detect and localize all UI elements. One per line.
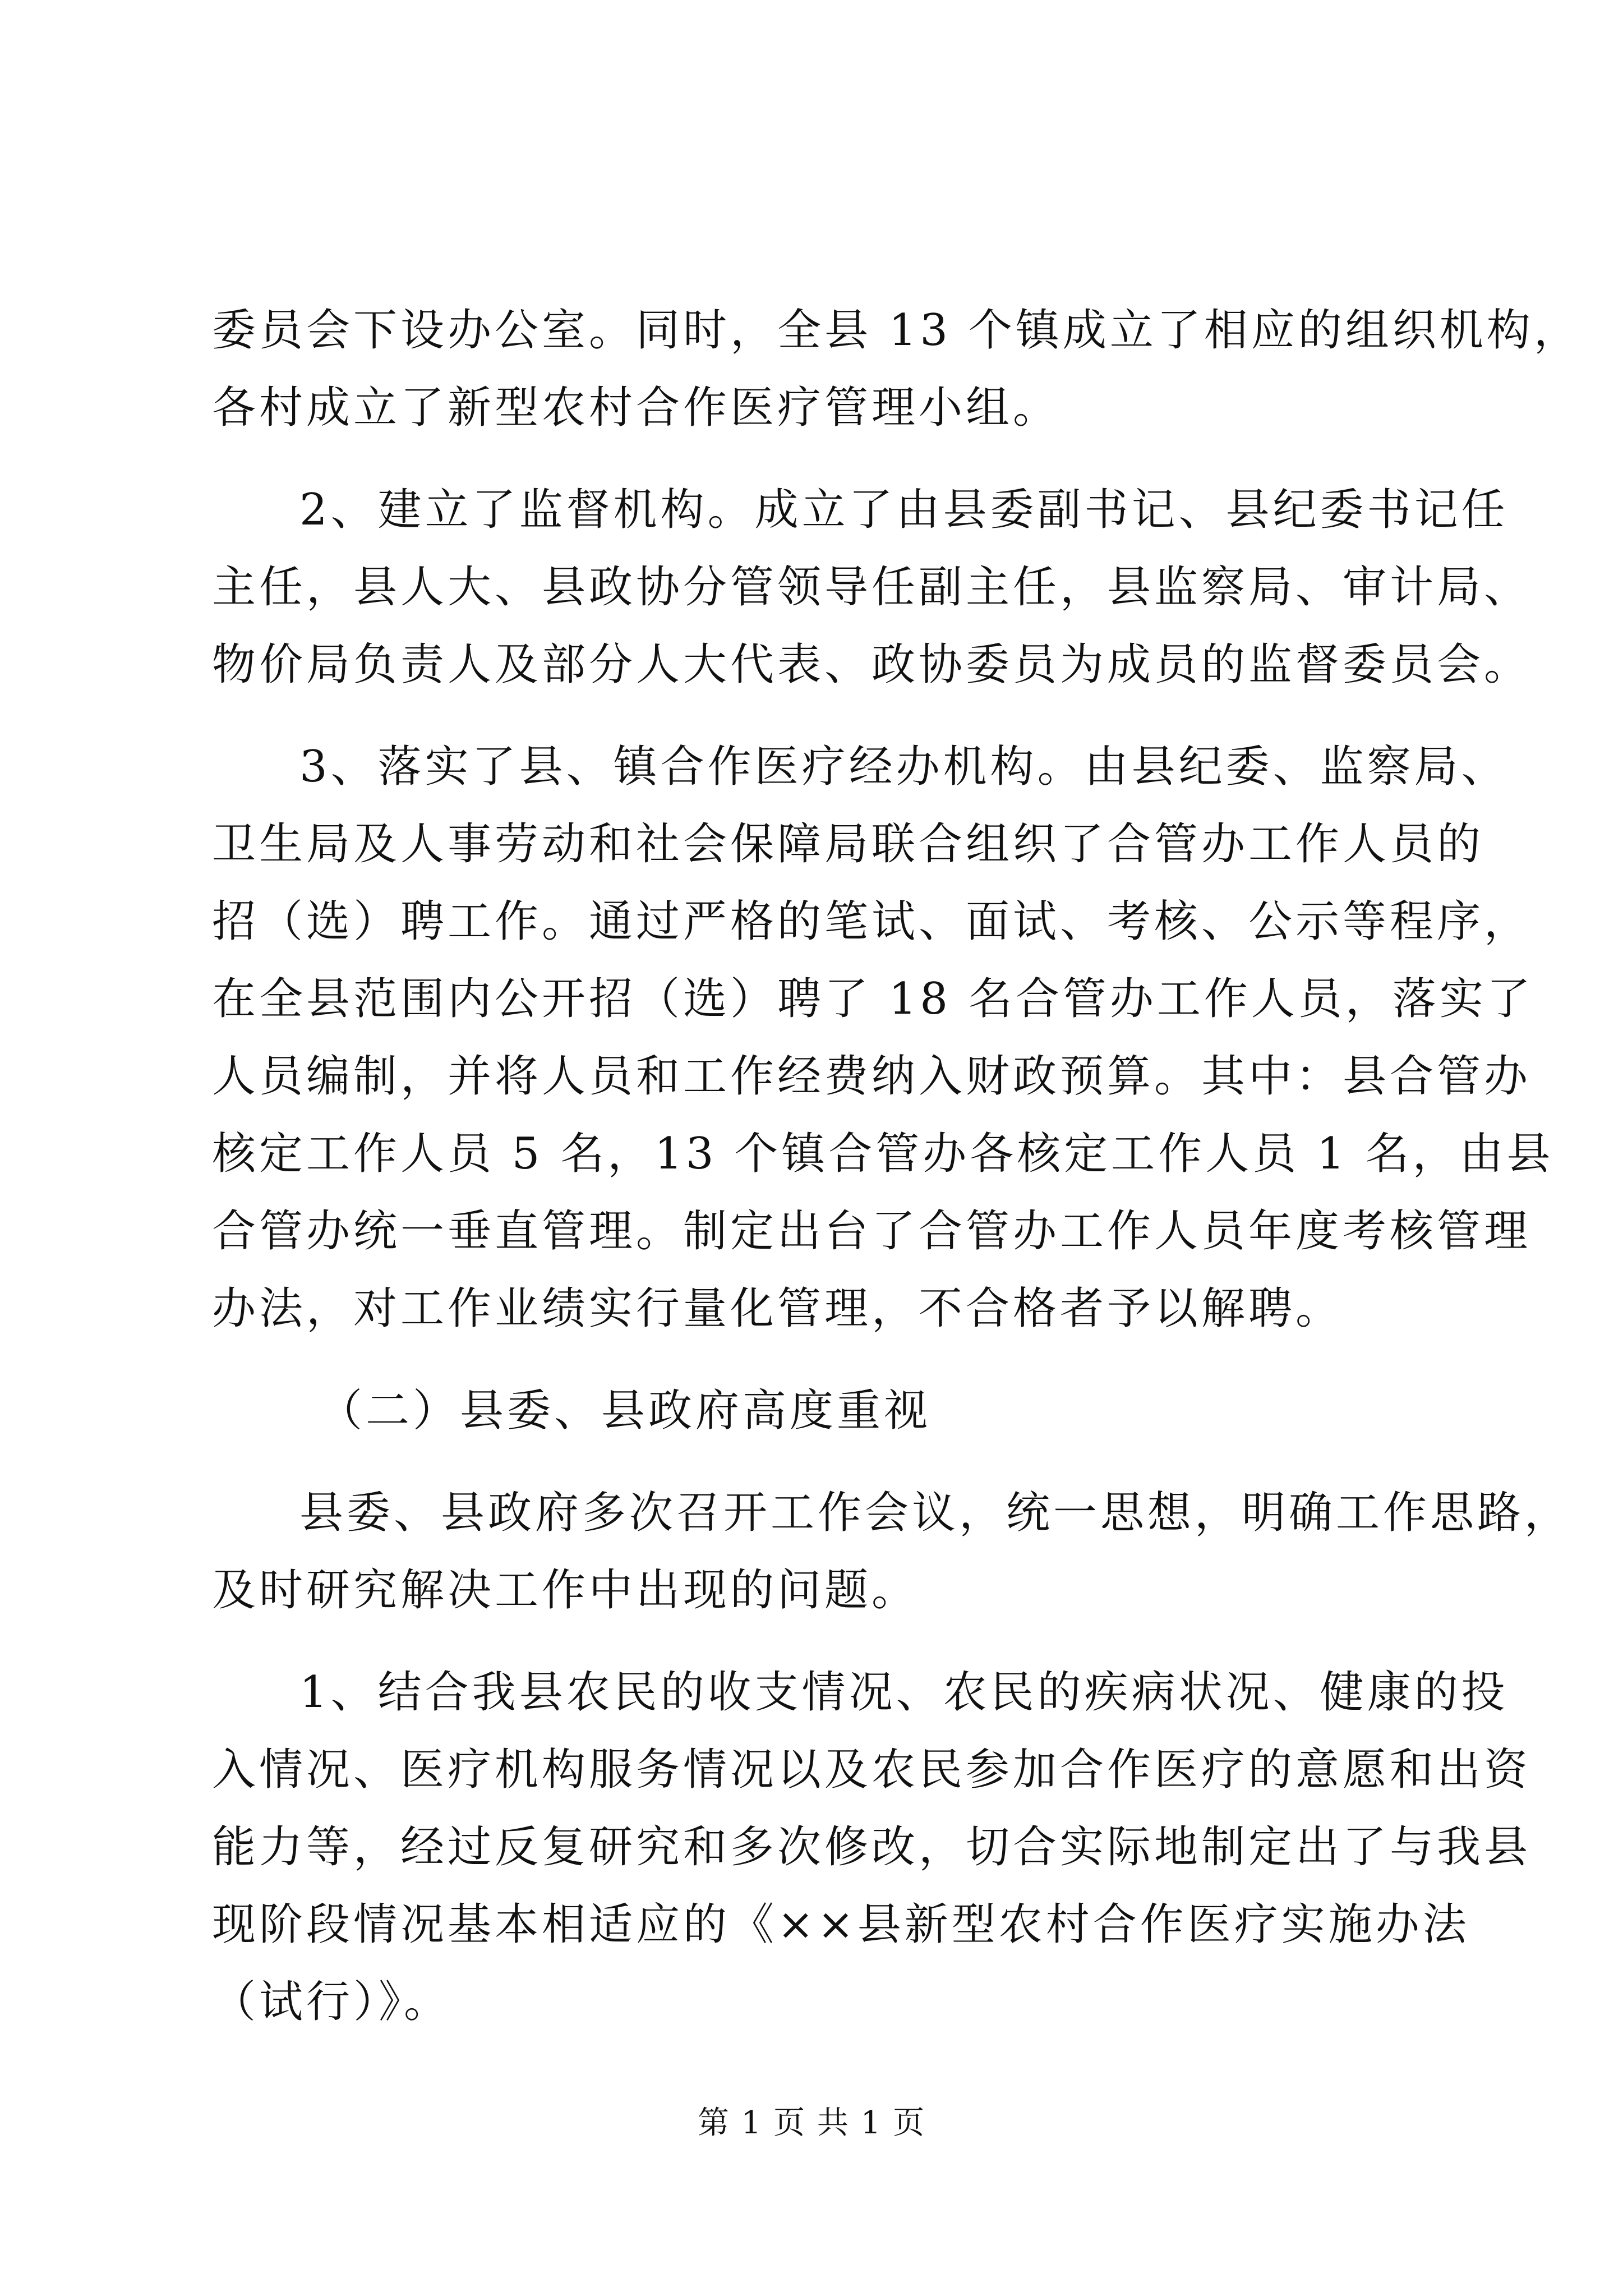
paragraph-line: （试行）》。 <box>212 1977 451 2027</box>
page-footer: 第 1 页 共 1 页 <box>697 2105 926 2141</box>
paragraph-p3 <box>212 728 1554 1347</box>
paragraph-line: 委员会下设办公室。同时，全县 13 个镇成立了相应的组织机构， <box>212 305 1581 356</box>
paragraph-line: 招（选）聘工作。通过严格的笔试、面试、考核、公示等程序， <box>212 896 1532 947</box>
section-heading-text: （二）县委、县政府高度重视 <box>319 1386 932 1436</box>
paragraph-p1 <box>212 292 1581 447</box>
paragraph-line: 人员编制，并将人员和工作经费纳入财政预算。其中：县合管办 <box>212 1051 1532 1102</box>
paragraph-line: 主任，县人大、县政协分管领导任副主任，县监察局、审计局、 <box>212 562 1532 613</box>
paragraph-line: 现阶段情况基本相适应的《××县新型农村合作医疗实施办法 <box>212 1899 1470 1950</box>
paragraph-line: 3、落实了县、镇合作医疗经办机构。由县纪委、监察局、 <box>299 742 1509 792</box>
paragraph-line: 物价局负责人及部分人大代表、政协委员为成员的监督委员会。 <box>212 639 1532 690</box>
paragraph-line: 入情况、医疗机构服务情况以及农民参加合作医疗的意愿和出资 <box>212 1745 1532 1795</box>
document-body <box>212 292 1581 2041</box>
paragraph-p2 <box>212 471 1532 703</box>
paragraph-line: 县委、县政府多次召开工作会议，统一思想，明确工作思路， <box>299 1488 1572 1538</box>
paragraph-line: 各村成立了新型农村合作医疗管理小组。 <box>212 383 1061 433</box>
paragraph-line: 办法，对工作业绩实行量化管理，不合格者予以解聘。 <box>212 1283 1343 1334</box>
paragraph-line: 1、结合我县农民的收支情况、农民的疾病状况、健康的投 <box>299 1667 1509 1718</box>
paragraph-line: 卫生局及人事劳动和社会保障局联合组织了合管办工作人员的 <box>212 819 1484 869</box>
paragraph-line: 及时研究解决工作中出现的问题。 <box>212 1565 919 1616</box>
paragraph-p4 <box>212 1474 1572 1629</box>
paragraph-line: 核定工作人员 5 名，13 个镇合管办各核定工作人员 1 名，由县 <box>212 1129 1554 1179</box>
paragraph-line: 合管办统一垂直管理。制定出台了合管办工作人员年度考核管理 <box>212 1206 1532 1257</box>
paragraph-line: 在全县范围内公开招（选）聘了 18 名合管办工作人员，落实了 <box>212 974 1534 1024</box>
section-heading <box>212 1372 1423 1450</box>
paragraph-p5 <box>212 1654 1532 2041</box>
paragraph-line: 能力等，经过反复研究和多次修改，切合实际地制定出了与我县 <box>212 1822 1532 1872</box>
paragraph-line: 2、建立了监督机构。成立了由县委副书记、县纪委书记任 <box>299 485 1509 535</box>
